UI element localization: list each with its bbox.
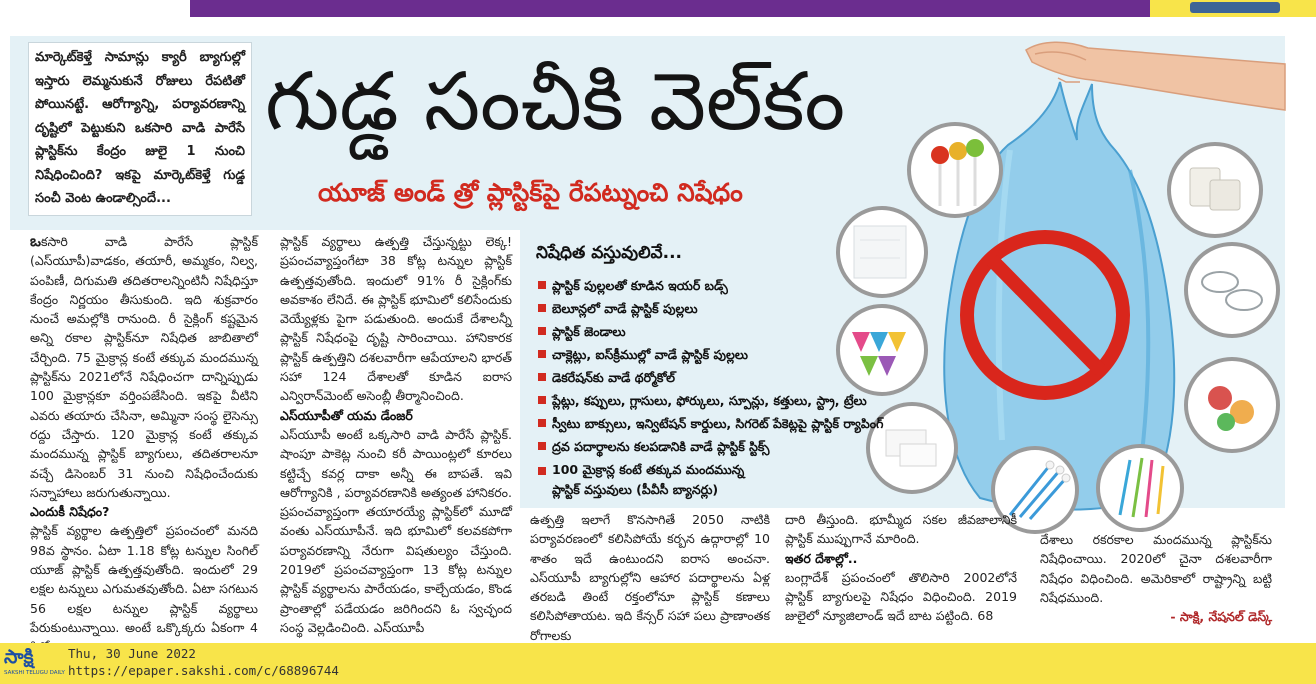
plastic-ban-illustration [830,20,1290,540]
banned-item [532,343,862,366]
epaper-link[interactable]: https://epaper.sakshi.com/c/68896744 [68,663,339,678]
food-container-image [1186,359,1278,451]
square-bullet-icon [538,304,546,312]
banned-item-label: ప్లేట్లు, కప్పులు, గ్లాసులు, ఫోర్కులు, స్పూన్లు, కత్తులు, స్ట్రా, ట్రేలు [552,393,867,408]
square-bullet-icon [538,396,546,404]
square-bullet-icon [538,350,546,358]
banned-items-box [532,238,884,497]
article-paragraph: ఉత్పత్తి ఇలాగే కొనసాగితే 2050 నాటికి పర్యావరణంలో కలిసిపోయే కర్బన ఉద్గారాల్లో 10 శాతం ఇదే ఉంటుందని ఐరాస అంచనా. ఎస్‌యూపీ బ్యాగుల్లోని ఆహార పదార్థాలను ఏళ్ల తరబడి తింటే రక్తంలోనూ ప్లాస్టిక్ కణాలు కలిసిపోతాయట. ఇది కేన్సర్ సహా పలు ప్రాణాంతక రోగాలకు [530,512,770,643]
article-paragraph: దారి తీస్తుంది. భూమ్మీద సకల జీవజాలానికీ ప్లాస్టిక్ ముప్పుగానే మారింది. [785,512,1017,547]
square-bullet-icon [538,327,546,335]
masthead-logo-mark [1190,2,1280,13]
byline: - సాక్షి, నేషనల్ డెస్క్ [1170,609,1272,624]
paragraph-text: కసారి వాడి పారేసే ప్లాస్టిక్ (ఎస్‌యూపీ)వాడకం, తయారీ, అమ్మకం, నిల్వ, పంపిణీ, దిగుమతి తదితరాలన్నింటినీ నిషేధిస్తూ కేంద్రం నిర్ణయం తీసుకుంది. ఇది శుక్రవారం నుంచే అమల్లోకి రానుంది. రీ సైక్లింగ్ కష్టమైన అన్ని రకాల ప్లాస్టిక్‌నూ నిషేధిత జాబితాలో చేర్చింది. 75 మైక్రాన్ల కంటే తక్కువ మందమున్న ప్లాస్టిక్‌ను 2021లోనే నిషేధించగా దాన్నిప్పుడు 100 మైక్రాన్లకూ వర్తింపజేసింది. ఇకపై వీటిని ఎవరు తయారు చేసినా, అమ్మినా సంస్థ లైసెన్సు రద్దు చేస్తారు. 120 మైక్రాన్ల కంటే తక్కువ మందమున్న ప్లాస్టిక్ బ్యాగులు, తదితరాలనూ వచ్చే డిసెంబర్ 31 నుంచి నిషేధించేందుకు సన్నాహాలు జరుగుతున్నాయి. [30,234,258,500]
banned-item [532,389,867,412]
article-paragraph [30,232,258,502]
article-column-2 [280,232,512,635]
banned-item [532,460,764,500]
banned-item [532,412,884,435]
square-bullet-icon [538,281,546,289]
banned-item-label: చాక్లెట్లు, ఐస్‌క్రీముల్లో వాడే ప్లాస్టిక్ పుల్లలు [552,347,749,362]
headline: గుడ్డ సంచీకి వెల్‌కం [265,55,846,148]
section-heading: ఇతర దేశాల్లో.. [785,550,858,566]
banned-item-label: ప్లాస్టిక్ జెండాలు [552,324,626,339]
intro-blurb: మార్కెట్‌కెళ్తే సామాన్లు క్యారీ బ్యాగుల్లో ఇస్తారు లెమ్మనుకునే రోజులు రేపటితో పోయినట్టే. ఆరోగ్యాన్ని, పర్యావరణాన్ని దృష్టిలో పెట్టుకుని ఒకసారి వాడి పారేసే ప్లాస్టిక్‌ను కేంద్రం జులై 1 నుంచి నిషేధించింది? ఇకపై మార్కెట్‌కెళ్తే గుడ్డ సంచీ వెంట ఉండాల్సిందే... [28,42,252,216]
banned-items-list [532,274,884,500]
dropcap: ఒ [30,232,41,250]
banned-item [532,320,862,343]
square-bullet-icon [538,442,546,450]
square-bullet-icon [538,373,546,381]
publication-date: Thu, 30 June 2022 [68,646,196,661]
banned-item-label: ప్లాస్టిక్ పుల్లలతో కూడిన ఇయర్ బడ్స్ [552,278,728,293]
square-bullet-icon [538,419,546,427]
section-header-bar [190,0,1150,17]
article-column-5 [1040,530,1272,608]
article-paragraph: ఎస్‌యూపీ అంటే ఒక్కసారి వాడి పారేసే ప్లాస్టిక్. షాంపూ పాకెట్ల నుంచి కరీ పాయింట్లలో కూరలు కట్టిచ్చే కవర్ల దాకా అన్నీ ఈ బాపతే. ఇవి ఆరోగ్యానికి , పర్యావరణానికి అత్యంత హానికరం. ప్రపంచవ్యాప్తంగా తయారయ్యే ప్లాస్టిక్‌లో మూడో వంతు ఎస్‌యూపీనే. ఇది భూమిలో కలవకపోగా పర్యావరణాన్ని నేరుగా విషతుల్యం చేస్తుంది. 2019లో ప్రపంచవ్యాప్తంగా 13 కోట్ల టన్నుల ప్లాస్టిక్ వ్యర్థాలను పారేయడం, కాల్చేయడం, కొండ ప్రాంతాల్లో పడేయడం జరిగిందని ఓ స్వచ్ఛంద సంస్థ వెల్లడించింది. ఎస్‌యూపీ [280,426,512,635]
banned-item-label: బెలూన్లలో వాడే ప్లాస్టిక్ పుల్లలు [552,301,698,316]
plastic-cups-image [1169,144,1261,236]
lollipop-sticks-image [909,124,1001,216]
subheadline: యూజ్ అండ్ త్రో ప్లాస్టిక్‌పై రేపట్నుంచి నిషేధం [318,178,743,207]
square-bullet-icon [538,467,546,475]
banned-items-title: నిషేధిత వస్తువులివే... [536,243,682,263]
banned-item [532,366,862,389]
thumb-line [1058,78,1080,82]
section-heading: ఎస్‌యూపీతో యమ డేంజర్ [280,407,413,423]
section-heading: ఎందుకీ నిషేధం? [30,504,110,520]
logo-tagline: SAKSHI TELUGU DAILY [4,670,65,676]
plastic-bowls-image [1186,244,1278,336]
article-paragraph: ప్లాస్టిక్ వ్యర్థాలు ఉత్పత్తి చేస్తున్నట్టు లెక్క! ప్రపంచవ్యాప్తంగేటా 38 కోట్ల టన్నుల ప్లాస్టిక్ ఉత్పత్తవుతోంది. ఇందులో 91% రీ సైక్లింగ్‌కు అవకాశం లేనిదే. ఈ ప్లాస్టిక్ భూమిలో కలిసేందుకు వెయ్యేళ్లకు పైగా పడుతుంది. అందుకే దేశాలన్నీ ప్లాస్టిక్ నిషేధంపై దృష్టి సారించాయి. హానికారక ప్లాస్టిక్ ఉత్పత్తిని దశలవారీగా ఆపేయాలని భారత్ సహా 124 దేశాలతో కూడిన ఐరాస ఎన్విరాన్‌మెంట్ అసెంబ్లీ తీర్మానించింది. [280,234,512,404]
banned-item-label: స్వీటు బాక్సులు, ఇన్విటేషన్ కార్డులు, సిగరెట్ పేకెట్లపై ప్లాస్టిక్ ర్యాపింగ్ [552,416,884,431]
article-paragraph: బంగ్లాదేశ్ ప్రపంచంలో తొలిసారి 2002లోనే ప్లాస్టిక్ బ్యాగులపై నిషేధం విధించింది. 2019 జులైలో న్యూజిలాండ్ ఇదే బాట పట్టింది. 68 [785,569,1017,624]
logo-text: సాక్షి [4,646,34,668]
banned-item-label: 100 మైక్రాన్ల కంటే తక్కువ మందమున్న ప్లాస్టిక్ వస్తువులు (పీవీసీ బ్యానర్లు) [552,462,745,497]
stirrer-sticks-image [1098,446,1182,530]
article-column-1 [30,232,258,635]
article-column-3 [530,510,770,643]
article-paragraph: ప్లాస్టిక్ వ్యర్థాల ఉత్పత్తిలో ప్రపంచంలో మనది 98వ స్థానం. ఏటా 1.18 కోట్ల టన్నుల సింగిల్ యూజ్ ప్లాస్టిక్ ఉత్పత్తవుతోంది. ఇందులో 29 లక్షల టన్నులు ఎగుమతవుతోంది. ఏటా సగటున 56 లక్షల టన్నుల ప్లాస్టిక్ వ్యర్థాలు పేరుకుంటున్నాయి. అంటే ఒక్కొక్కరు ఏకంగా 4 [30,523,258,635]
article-column-4 [785,510,1017,626]
banned-item [532,435,862,458]
article-paragraph: దేశాలు రకరకాల మందమున్న ప్లాస్టిక్‌ను నిషేధించాయి. 2020లో చైనా దశలవారీగా నిషేధం విధించింది. అమెరికాలో రాష్ట్రాన్ని బట్టి నిషేధముంది. [1040,532,1272,605]
banned-item [532,274,862,297]
banned-item-label: ద్రవ పదార్థాలను కలపడానికి వాడే ప్లాస్టిక్ స్టిక్స్ [552,439,770,454]
banned-item [532,297,862,320]
sakshi-logo [4,645,65,682]
banned-item-label: డెకరేషన్‌కు వాడే థర్మోకోల్ [552,370,675,385]
